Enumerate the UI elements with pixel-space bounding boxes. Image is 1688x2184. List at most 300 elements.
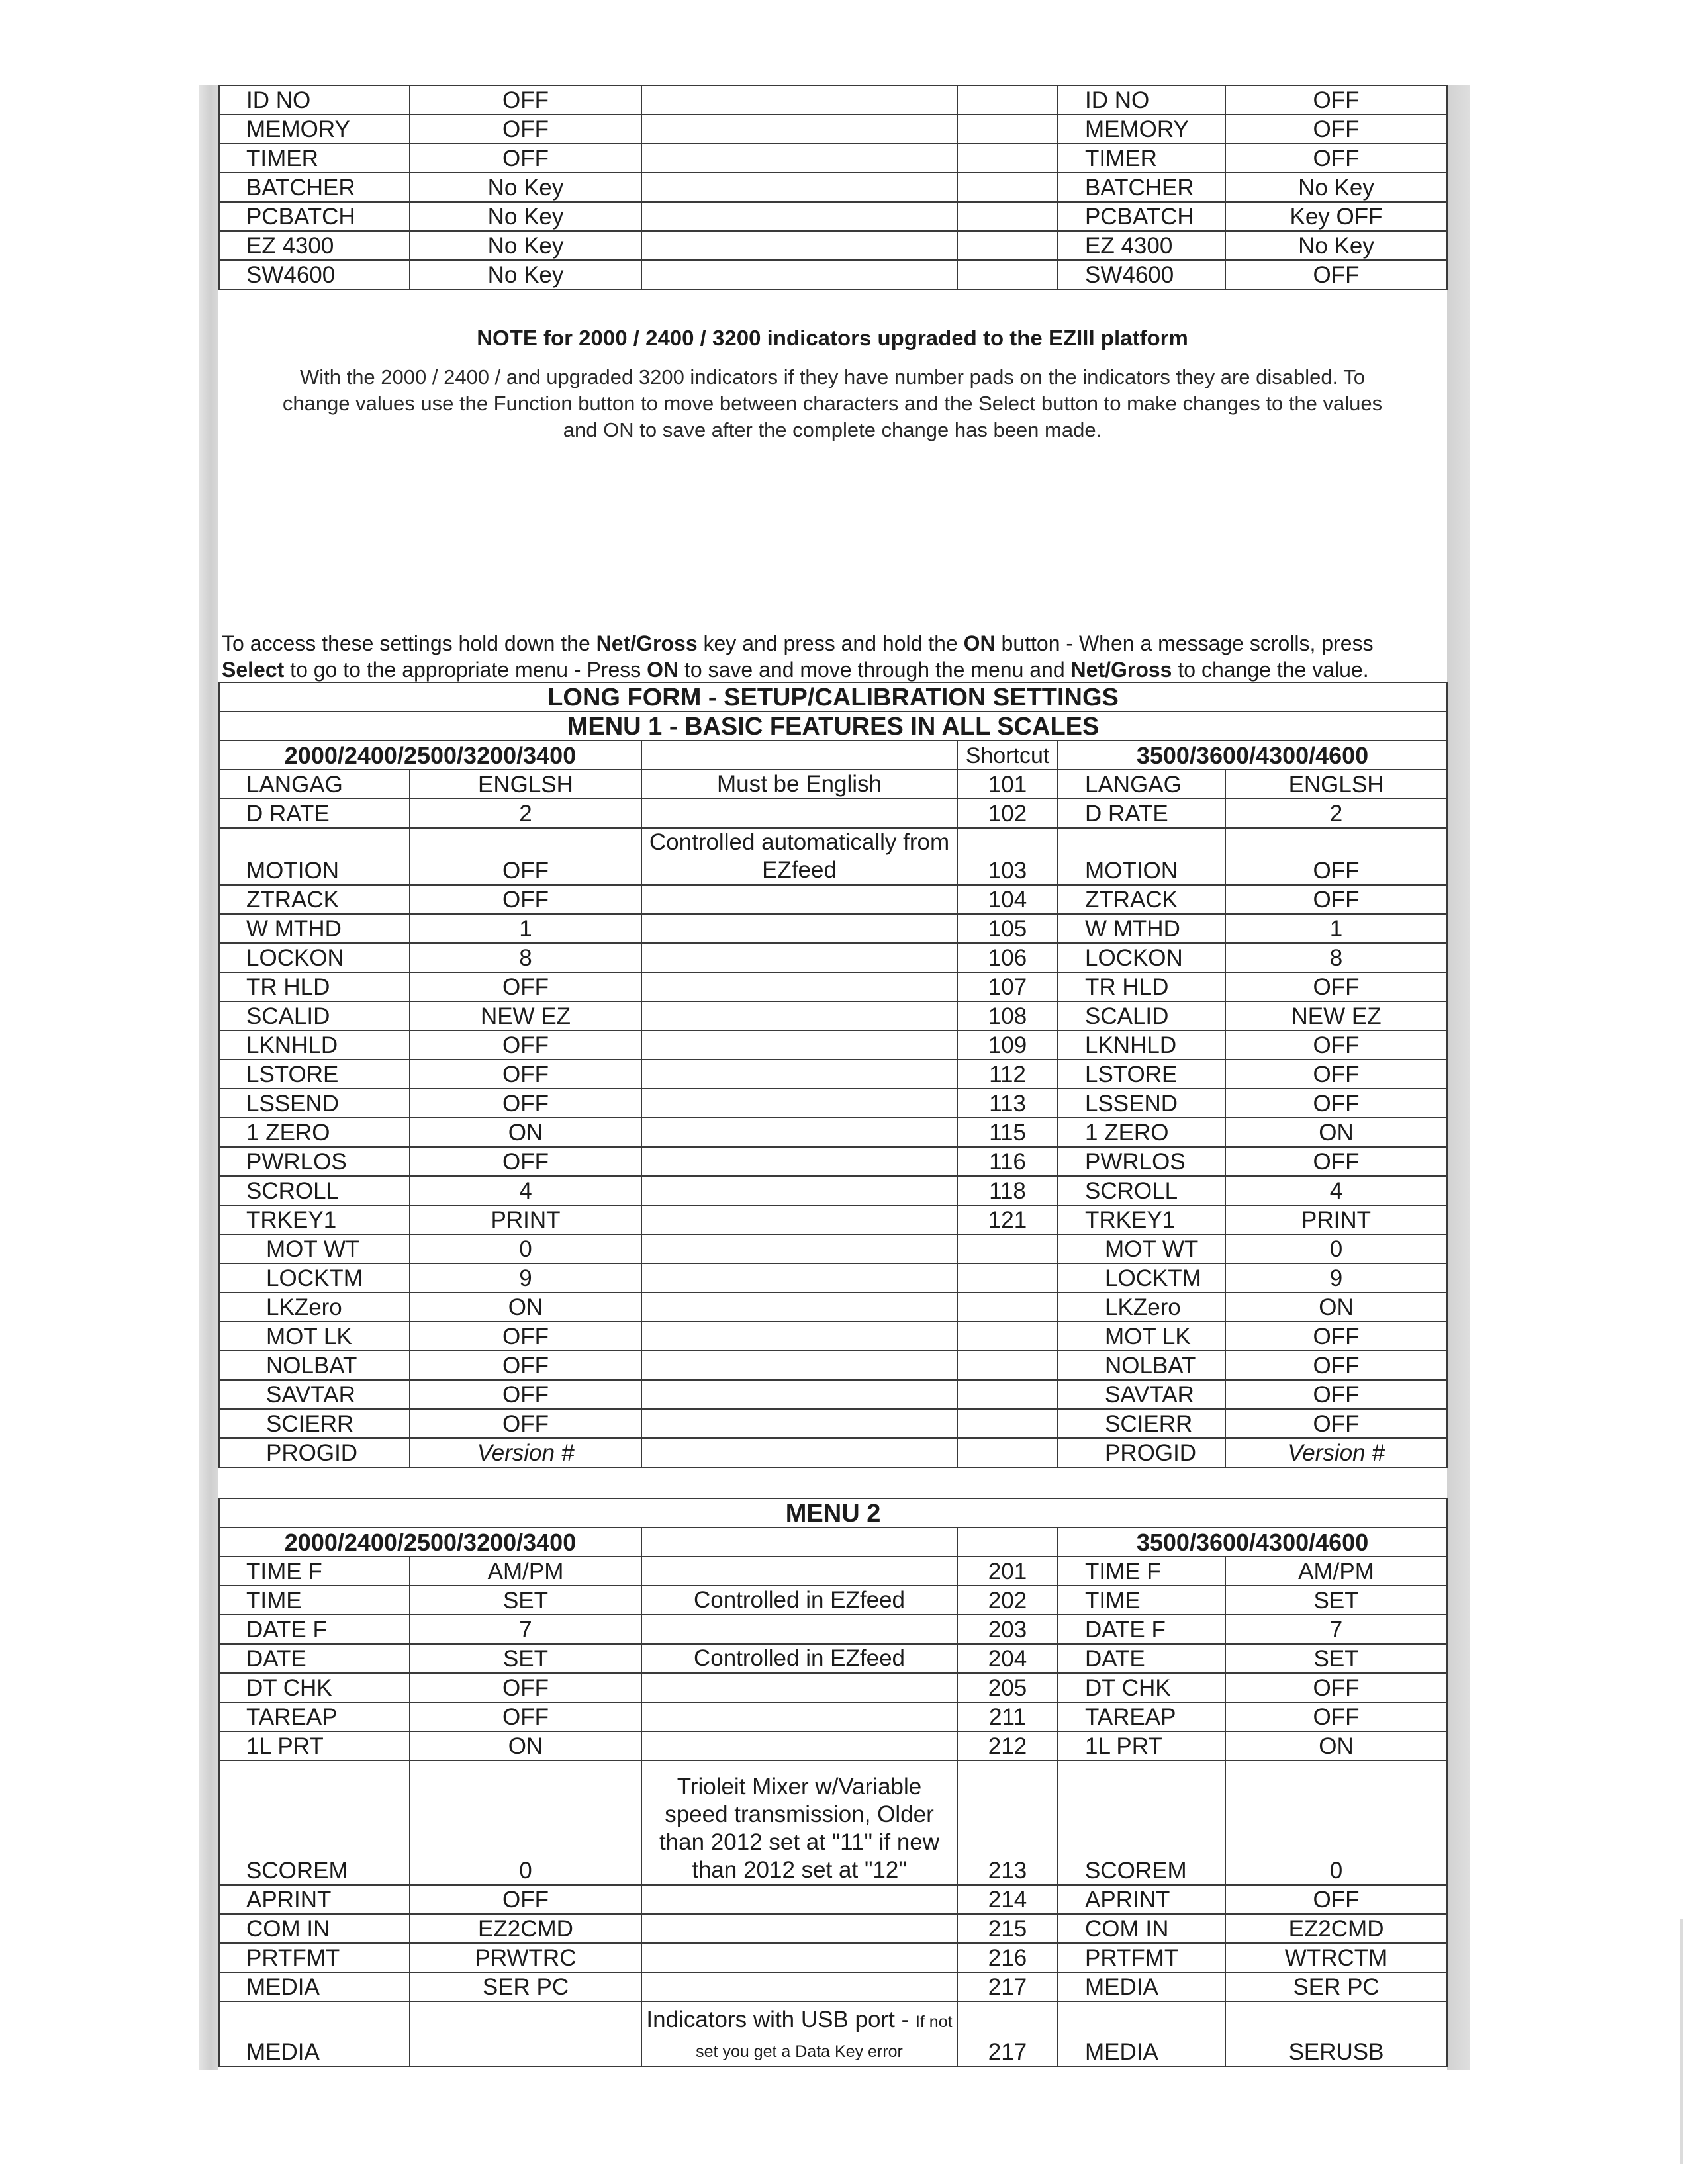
shortcut-cell: 212 [957,1731,1058,1760]
table-row [219,1147,1447,1176]
right-param-cell: LANGAG [1058,770,1225,799]
left-param-cell: PWRLOS [219,1147,410,1176]
access-instructions [222,630,1453,683]
left-param-cell: LKZero [219,1293,410,1322]
left-param-cell: LOCKON [219,943,410,972]
note-cell [641,85,957,114]
right-value-cell: OFF [1225,1351,1447,1380]
right-value-cell: NEW EZ [1225,1001,1447,1030]
shortcut-cell: 107 [957,972,1058,1001]
left-param-cell: MOT WT [219,1234,410,1263]
table-row [219,1586,1447,1615]
right-param-cell: MEMORY [1058,114,1225,144]
left-value-cell: PRWTRC [410,1943,641,1972]
right-param-cell: COM IN [1058,1914,1225,1943]
scan-shadow-right [1447,85,1470,2070]
right-value-cell: OFF [1225,1322,1447,1351]
left-value-cell: OFF [410,885,641,914]
left-param-cell: ZTRACK [219,885,410,914]
left-value-cell: 9 [410,1263,641,1293]
table-row [219,1030,1447,1060]
right-param-cell: EZ 4300 [1058,231,1225,260]
key-on: ON [963,631,996,655]
right-models-header: 3500/3600/4300/4600 [1058,1527,1447,1557]
note-cell [641,1885,957,1914]
right-value-cell: OFF [1225,1089,1447,1118]
shortcut-cell: 203 [957,1615,1058,1644]
left-param-cell: LKNHLD [219,1030,410,1060]
right-value-cell: 1 [1225,914,1447,943]
right-param-cell: PRTFMT [1058,1943,1225,1972]
note-cell [641,1615,957,1644]
right-param-cell: BATCHER [1058,173,1225,202]
key-on: ON [647,658,679,682]
right-value-cell: OFF [1225,114,1447,144]
right-param-cell: SCROLL [1058,1176,1225,1205]
right-value-cell: SERUSB [1225,2001,1447,2066]
right-param-cell: TRKEY1 [1058,1205,1225,1234]
shortcut-cell [957,1234,1058,1263]
table-row [219,1351,1447,1380]
table-row [219,1001,1447,1030]
note-cell [641,1030,957,1060]
table-row [219,972,1447,1001]
table-row [219,1731,1447,1760]
right-value-cell: OFF [1225,885,1447,914]
shortcut-header [957,1527,1058,1557]
left-param-cell: SAVTAR [219,1380,410,1409]
left-param-cell: TIME F [219,1557,410,1586]
left-value-cell: OFF [410,1089,641,1118]
right-param-cell: TAREAP [1058,1702,1225,1731]
table-row [219,1176,1447,1205]
left-value-cell: No Key [410,260,641,289]
shortcut-cell: 216 [957,1943,1058,1972]
table-row [219,2001,1447,2066]
left-param-cell: EZ 4300 [219,231,410,260]
left-value-cell: 8 [410,943,641,972]
table-row [219,1322,1447,1351]
scan-shadow-left [199,85,218,2070]
left-param-cell: LSTORE [219,1060,410,1089]
right-value-cell: 9 [1225,1263,1447,1293]
left-param-cell: MEDIA [219,1972,410,2001]
shortcut-cell: 102 [957,799,1058,828]
note-cell [641,2001,957,2066]
note-cell [641,1205,957,1234]
left-param-cell: 1L PRT [219,1731,410,1760]
shortcut-cell: 108 [957,1001,1058,1030]
right-value-cell: OFF [1225,1030,1447,1060]
left-value-cell: OFF [410,1673,641,1702]
left-value-cell: OFF [410,1060,641,1089]
shortcut-cell: 105 [957,914,1058,943]
left-param-cell: TIME [219,1586,410,1615]
left-param-cell: MOTION [219,828,410,885]
left-param-cell: BATCHER [219,173,410,202]
note-cell [641,1557,957,1586]
table-row [219,1972,1447,2001]
table-row [219,231,1447,260]
left-value-cell: OFF [410,828,641,885]
table-row [219,173,1447,202]
right-value-cell: OFF [1225,828,1447,885]
table-row [219,1760,1447,1885]
left-param-cell: D RATE [219,799,410,828]
shortcut-cell: 205 [957,1673,1058,1702]
note-title: NOTE for 2000 / 2400 / 3200 indicators upgraded to the EZIII platform [477,326,1188,350]
note-line: With the 2000 / 2400 / and upgraded 3200 indicators if they have number pads on the indicators they are disabled. To [299,365,1366,388]
note-cell [641,1380,957,1409]
table-row [219,828,1447,885]
note-cell: Controlled in EZfeed [641,1644,957,1673]
menu2-title: MENU 2 [219,1498,1447,1527]
left-param-cell: SCOREM [219,1760,410,1885]
shortcut-cell [957,231,1058,260]
left-param-cell: MEDIA [219,2001,410,2066]
text: key and press and hold the [697,631,964,655]
right-param-cell: LKZero [1058,1293,1225,1322]
text: to go to the appropriate menu - Press [284,658,647,682]
shortcut-cell: 121 [957,1205,1058,1234]
right-param-cell: NOLBAT [1058,1351,1225,1380]
note-small-text: If not set you get a Data Key error [696,2013,953,2061]
right-param-cell: SCALID [1058,1001,1225,1030]
shortcut-cell: 106 [957,943,1058,972]
table-row [219,1234,1447,1263]
right-param-cell: ID NO [1058,85,1225,114]
left-value-cell: SER PC [410,1972,641,2001]
note-cell [641,1263,957,1293]
note-cell [641,914,957,943]
shortcut-cell: 101 [957,770,1058,799]
access-line-2 [222,657,1453,683]
note-cell [641,1089,957,1118]
text: to save and move through the menu and [679,658,1071,682]
table-row [219,914,1447,943]
right-param-cell: PCBATCH [1058,202,1225,231]
shortcut-cell: 217 [957,2001,1058,2066]
table-row [219,1089,1447,1118]
shortcut-cell: 217 [957,1972,1058,2001]
right-value-cell: ON [1225,1731,1447,1760]
left-param-cell: MEMORY [219,114,410,144]
right-value-cell: Key OFF [1225,202,1447,231]
left-value-cell: OFF [410,1885,641,1914]
right-param-cell: DT CHK [1058,1673,1225,1702]
note-cell [641,972,957,1001]
note-cell [641,799,957,828]
right-param-cell: APRINT [1058,1885,1225,1914]
left-param-cell: TR HLD [219,972,410,1001]
left-value-cell: OFF [410,1322,641,1351]
right-param-cell: D RATE [1058,799,1225,828]
note-line: change values use the Function button to move between characters and the Select button to make changes to the values [282,392,1383,415]
left-value-cell: 7 [410,1615,641,1644]
table-row [219,1557,1447,1586]
shortcut-cell: 204 [957,1644,1058,1673]
shortcut-header: Shortcut [957,741,1058,770]
table-row [219,1205,1447,1234]
right-param-cell: SAVTAR [1058,1380,1225,1409]
key-net-gross: Net/Gross [1070,658,1172,682]
right-param-cell: TIME F [1058,1557,1225,1586]
right-param-cell: 1L PRT [1058,1731,1225,1760]
left-value-cell: SET [410,1586,641,1615]
shortcut-cell [957,1438,1058,1467]
left-value-cell: ON [410,1731,641,1760]
right-value-cell: AM/PM [1225,1557,1447,1586]
left-value-cell: OFF [410,144,641,173]
note-cell [641,1293,957,1322]
key-net-gross: Net/Gross [596,631,698,655]
right-param-cell: W MTHD [1058,914,1225,943]
right-param-cell: DATE [1058,1644,1225,1673]
left-param-cell: PRTFMT [219,1943,410,1972]
left-value-cell: OFF [410,1030,641,1060]
note-cell [641,144,957,173]
note-cell [641,885,957,914]
table-row [219,1118,1447,1147]
note-cell: Trioleit Mixer w/Variable speed transmission, Older than 2012 set at "11" if new than 2012 set at "12" [641,1760,957,1885]
note-cell [641,260,957,289]
left-value-cell: PRINT [410,1205,641,1234]
right-value-cell: OFF [1225,1409,1447,1438]
table-row [219,770,1447,799]
note-cell [641,1322,957,1351]
table-row [219,1293,1447,1322]
text: to change the value. [1172,658,1369,682]
left-value-cell: OFF [410,972,641,1001]
left-param-cell: PROGID [219,1438,410,1467]
right-param-cell: 1 ZERO [1058,1118,1225,1147]
note-cell [641,202,957,231]
right-value-cell: OFF [1225,1885,1447,1914]
shortcut-cell [957,114,1058,144]
shortcut-cell: 116 [957,1147,1058,1176]
left-value-cell: ENGLSH [410,770,641,799]
right-param-cell: DATE F [1058,1615,1225,1644]
shortcut-cell: 112 [957,1060,1058,1089]
table-row [219,1702,1447,1731]
shortcut-cell [957,1380,1058,1409]
note-cell: Controlled in EZfeed [641,1586,957,1615]
table-row [219,885,1447,914]
left-value-cell: OFF [410,1351,641,1380]
right-value-cell: PRINT [1225,1205,1447,1234]
left-value-cell: EZ2CMD [410,1914,641,1943]
right-param-cell: TIMER [1058,144,1225,173]
access-line-1 [222,630,1453,657]
shortcut-cell: 103 [957,828,1058,885]
right-param-cell: LOCKON [1058,943,1225,972]
left-param-cell: W MTHD [219,914,410,943]
right-value-cell: OFF [1225,972,1447,1001]
table-row [219,1409,1447,1438]
left-param-cell: LANGAG [219,770,410,799]
left-param-cell: TAREAP [219,1702,410,1731]
left-value-cell: OFF [410,1380,641,1409]
table-row [219,260,1447,289]
right-param-cell: LKNHLD [1058,1030,1225,1060]
left-value-cell [410,2001,641,2066]
right-value-cell: OFF [1225,144,1447,173]
shortcut-cell: 211 [957,1702,1058,1731]
left-value-cell: Version # [410,1438,641,1467]
right-value-cell: SER PC [1225,1972,1447,2001]
right-value-cell: OFF [1225,1702,1447,1731]
left-param-cell: COM IN [219,1914,410,1943]
left-param-cell: TIMER [219,144,410,173]
right-value-cell: No Key [1225,173,1447,202]
shortcut-cell [957,144,1058,173]
table-row [219,1615,1447,1644]
shortcut-cell: 215 [957,1914,1058,1943]
left-param-cell: DATE [219,1644,410,1673]
right-param-cell: LSTORE [1058,1060,1225,1089]
note-cell [641,1972,957,2001]
right-value-cell: No Key [1225,231,1447,260]
shortcut-cell: 115 [957,1118,1058,1147]
left-value-cell: OFF [410,1702,641,1731]
table-row [219,202,1447,231]
note-cell: Controlled automatically from EZfeed [641,828,957,885]
right-value-cell: OFF [1225,1147,1447,1176]
left-value-cell: 0 [410,1760,641,1885]
table-row [219,144,1447,173]
right-param-cell: TIME [1058,1586,1225,1615]
table-row [219,1673,1447,1702]
right-value-cell: 7 [1225,1615,1447,1644]
table-row [219,1380,1447,1409]
text: button - When a message scrolls, press [995,631,1374,655]
table-row [219,1438,1447,1467]
note-cell [641,1234,957,1263]
table-row [219,1914,1447,1943]
left-param-cell: TRKEY1 [219,1205,410,1234]
shortcut-cell [957,1322,1058,1351]
left-param-cell: PCBATCH [219,202,410,231]
note-cell: Must be English [641,770,957,799]
shortcut-cell: 118 [957,1176,1058,1205]
shortcut-cell: 104 [957,885,1058,914]
menu1-subtitle: MENU 1 - BASIC FEATURES IN ALL SCALES [219,711,1447,741]
table-row [219,114,1447,144]
left-value-cell: OFF [410,85,641,114]
left-param-cell: NOLBAT [219,1351,410,1380]
note-line: and ON to save after the complete change has been made. [563,418,1102,441]
left-param-cell: DATE F [219,1615,410,1644]
right-value-cell: OFF [1225,85,1447,114]
shortcut-cell: 201 [957,1557,1058,1586]
note-cell [641,1438,957,1467]
note-cell [641,1001,957,1030]
note-cell [641,1673,957,1702]
note-cell [641,173,957,202]
right-value-cell: EZ2CMD [1225,1914,1447,1943]
left-param-cell: ID NO [219,85,410,114]
left-value-cell: No Key [410,202,641,231]
menu1-table [218,682,1448,1468]
left-value-cell: AM/PM [410,1557,641,1586]
note-body [232,364,1433,443]
right-param-cell: PROGID [1058,1438,1225,1467]
left-value-cell: OFF [410,1147,641,1176]
shortcut-cell [957,1293,1058,1322]
right-param-cell: MOT WT [1058,1234,1225,1263]
left-param-cell: SCROLL [219,1176,410,1205]
left-param-cell: 1 ZERO [219,1118,410,1147]
left-value-cell: 0 [410,1234,641,1263]
left-value-cell: 2 [410,799,641,828]
shortcut-cell [957,1409,1058,1438]
right-models-header: 3500/3600/4300/4600 [1058,741,1447,770]
left-value-cell: No Key [410,173,641,202]
right-value-cell: OFF [1225,1060,1447,1089]
left-param-cell: APRINT [219,1885,410,1914]
left-value-cell: ON [410,1118,641,1147]
right-param-cell: SW4600 [1058,260,1225,289]
page-edge [1680,1919,1683,2164]
left-param-cell: SCIERR [219,1409,410,1438]
note-cell [641,1702,957,1731]
note-cell [641,1176,957,1205]
right-param-cell: MEDIA [1058,2001,1225,2066]
right-value-cell: ENGLSH [1225,770,1447,799]
table-row [219,799,1447,828]
right-param-cell: LSSEND [1058,1089,1225,1118]
note-cell [641,1118,957,1147]
right-value-cell: 0 [1225,1760,1447,1885]
left-param-cell: SCALID [219,1001,410,1030]
shortcut-cell: 202 [957,1586,1058,1615]
right-param-cell: PWRLOS [1058,1147,1225,1176]
note-cell [641,1731,957,1760]
table-row [219,85,1447,114]
shortcut-cell [957,1351,1058,1380]
left-value-cell: No Key [410,231,641,260]
left-param-cell: LOCKTM [219,1263,410,1293]
right-param-cell: TR HLD [1058,972,1225,1001]
note-cell [641,1060,957,1089]
right-value-cell: OFF [1225,1673,1447,1702]
right-value-cell: WTRCTM [1225,1943,1447,1972]
left-models-header: 2000/2400/2500/3200/3400 [219,741,641,770]
table-row [219,1943,1447,1972]
left-value-cell: OFF [410,1409,641,1438]
menu1-title: LONG FORM - SETUP/CALIBRATION SETTINGS [219,682,1447,711]
shortcut-cell: 214 [957,1885,1058,1914]
left-value-cell: SET [410,1644,641,1673]
left-value-cell: ON [410,1293,641,1322]
shortcut-cell [957,173,1058,202]
table-row [219,1060,1447,1089]
left-value-cell: OFF [410,114,641,144]
note-cell [641,1914,957,1943]
note-cell [641,1409,957,1438]
right-param-cell: LOCKTM [1058,1263,1225,1293]
shortcut-cell: 113 [957,1089,1058,1118]
right-value-cell: 0 [1225,1234,1447,1263]
right-value-cell: SET [1225,1586,1447,1615]
right-param-cell: MOTION [1058,828,1225,885]
shortcut-cell: 109 [957,1030,1058,1060]
shortcut-cell [957,260,1058,289]
right-param-cell: SCIERR [1058,1409,1225,1438]
note-text: Indicators with USB port - [646,2007,915,2032]
right-value-cell: ON [1225,1293,1447,1322]
right-value-cell: SET [1225,1644,1447,1673]
